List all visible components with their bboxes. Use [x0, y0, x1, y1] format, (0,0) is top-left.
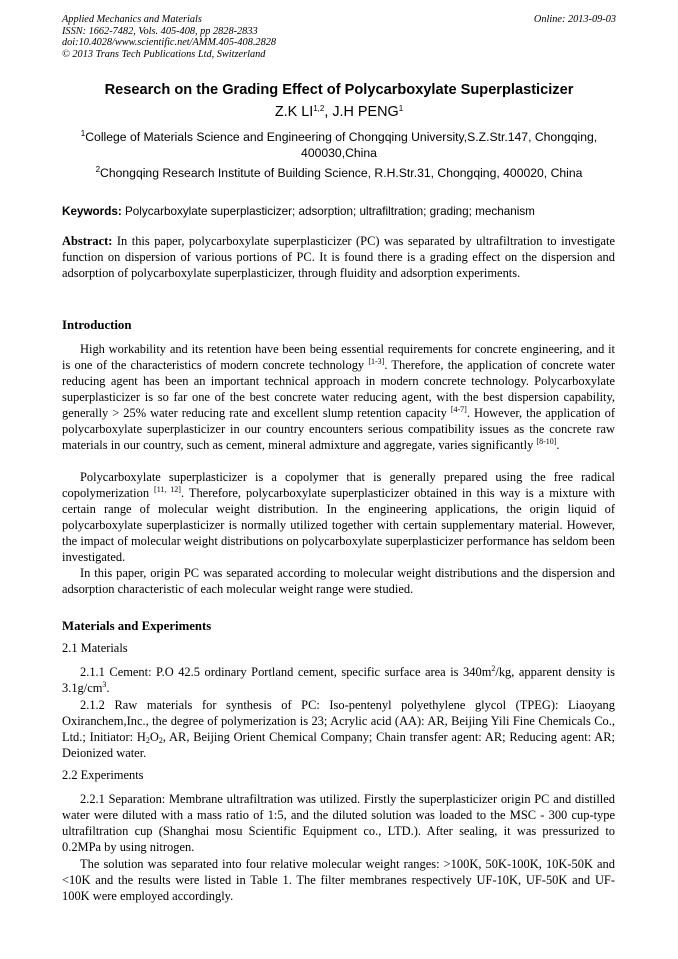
paragraph-text: .: [106, 681, 110, 695]
intro-paragraph-2: [62, 469, 615, 565]
experiments-paragraph-ranges: The solution was separated into four relative molecular weight ranges: >100K, 50K-100K, 10K-50K and <10K and the results were listed in Table 1. The filter membranes respectively UF-10K, UF-50K and UF-100K were employed accordingly.: [62, 857, 615, 903]
issn-line: ISSN: 1662-7482, Vols. 405-408, pp 2828-2833: [62, 25, 258, 37]
paragraph-text: , AR, Beijing Orient Chemical Company; Chain transfer agent: AR; Reducing agent: AR; Deionized water.: [62, 730, 615, 760]
intro-paragraph-3: In this paper, origin PC was separated according to molecular weight distributions and the dispersion and adsorption characteristic of each molecular weight range were studied.: [62, 566, 615, 596]
paper-title: Research on the Grading Effect of Polycarboxylate Superplasticizer: [104, 82, 574, 98]
affiliation-1: [62, 129, 616, 161]
author-name: Z.K LI: [274, 104, 314, 120]
section-heading-introduction: Introduction: [62, 318, 132, 332]
paragraph-text: O: [149, 730, 159, 744]
affiliation-text: Chongqing Research Institute of Building Science, R.H.Str.31, Chongqing, 400020, China: [100, 166, 583, 180]
author-line: [40, 104, 638, 120]
superscript: 2: [491, 664, 496, 673]
paragraph-text: Polycarboxylate superplasticizer is a copolymer that is generally prepared using the free radical copolymerization: [62, 470, 615, 500]
section-heading-materials: Materials and Experiments: [62, 619, 212, 633]
paragraph-text: /kg, apparent density is 3.1g/cm: [62, 665, 615, 695]
subsection-2-1: 2.1 Materials: [62, 641, 128, 655]
paragraph-text: .: [556, 438, 560, 452]
paragraph-text: . However, the application of polycarboxylate superplasticizer in our country encounters serious compatibility issues as the concrete raw materials in our country, such as cement, mineral admixture and aggregate, varies significantly: [62, 406, 615, 452]
author-affiliation-mark: 1,2: [313, 104, 325, 113]
affiliation-mark: 2: [95, 165, 101, 174]
experiments-paragraph-separation: 2.2.1 Separation: Membrane ultrafiltration was utilized. Firstly the superplasticizer origin PC and distilled water were diluted with a mass ratio of 1:5, and the diluted solution was loaded to the MSC - 300 cup-type ultrafiltration cup (Shanghai mosu Scientific Equipment co., LTD.). After sealing, it was pressurized to 0.2MPa by using nitrogen.: [62, 792, 615, 854]
paragraph-text: . Therefore, polycarboxylate superplasticizer obtained in this way is a mixture with certain range of molecular weight distribution. In the engineering applications, the origin liquid of polycarboxylate superplasticizer is normally utilized together with certain supplementary material. However, the impact of molecular weight distributions on polycarboxylate superplasticizer performance has seldom been investigated.: [62, 486, 615, 564]
journal-name: Applied Mechanics and Materials: [62, 14, 202, 25]
paragraph-text: 2.1.1 Cement: P.O 42.5 ordinary Portland cement, specific surface area is 340m: [80, 665, 492, 679]
paragraph-text: 2.1.2 Raw materials for synthesis of PC: Iso-pentenyl polyethylene glycol (TPEG): Liaoyang Oxiranchem,Inc., the degree of polymerization is 23; Acrylic acid (AA): AR, Beijing Yili Fine Chemicals Co., Ltd.; Initiator: H: [62, 698, 615, 744]
affiliation-text: College of Materials Science and Engineering of Chongqing University,S.Z.Str.147, Chongqing, 400030,China: [85, 130, 598, 160]
author-affiliation-mark: 1: [398, 104, 404, 113]
affiliation-2: [62, 165, 616, 181]
doi-line: doi:10.4028/www.scientific.net/AMM.405-408.2828: [62, 37, 277, 49]
author-separator: ,: [324, 104, 333, 120]
citation: [8-10]: [536, 437, 557, 446]
abstract-label: Abstract:: [62, 234, 113, 248]
materials-paragraph-raw: [62, 697, 615, 761]
abstract-text: In this paper, polycarboxylate superplasticizer (PC) was separated by ultrafiltration to investigate function on dispersion of various portions of PC. It is found there is a grading effect on the dispersion and adsorption of polycarboxylate superplasticizer, through fluidity and adsorption experiments.: [62, 234, 615, 280]
copyright-line: © 2013 Trans Tech Publications Ltd, Switzerland: [62, 48, 266, 60]
subsection-2-2: 2.2 Experiments: [62, 768, 144, 782]
paragraph-text: . Therefore, the application of concrete water reducing agent has been an important technical approach in modern concrete technology. Polycarboxylate superplasticizer is so far one of the best concrete water reducing agent, with the best dispersion capability, generally > 25% water reducing rate and excellent slump retention capacity: [62, 358, 615, 420]
citation: [4-7]: [450, 405, 467, 414]
materials-paragraph-cement: [62, 664, 615, 696]
abstract: [62, 233, 615, 281]
subscript: 2: [145, 736, 150, 745]
intro-paragraph-1: [62, 341, 615, 453]
affiliation-mark: 1: [80, 129, 86, 138]
online-date: Online: 2013-09-03: [533, 14, 616, 25]
author-name: J.H PENG: [332, 104, 399, 120]
citation: [11, 12]: [154, 485, 181, 494]
superscript: 3: [102, 680, 107, 689]
journal-header: [62, 14, 616, 60]
citation: [1-3]: [368, 357, 385, 366]
subscript: 2: [158, 736, 163, 745]
keywords-label: Keywords:: [62, 205, 122, 218]
paragraph-text: High workability and its retention have been being essential requirements for concrete engineering, and it is one of the characteristics of modern concrete technology: [62, 342, 615, 372]
keywords: [62, 205, 616, 218]
keywords-text: Polycarboxylate superplasticizer; adsorption; ultrafiltration; grading; mechanism: [121, 205, 535, 218]
